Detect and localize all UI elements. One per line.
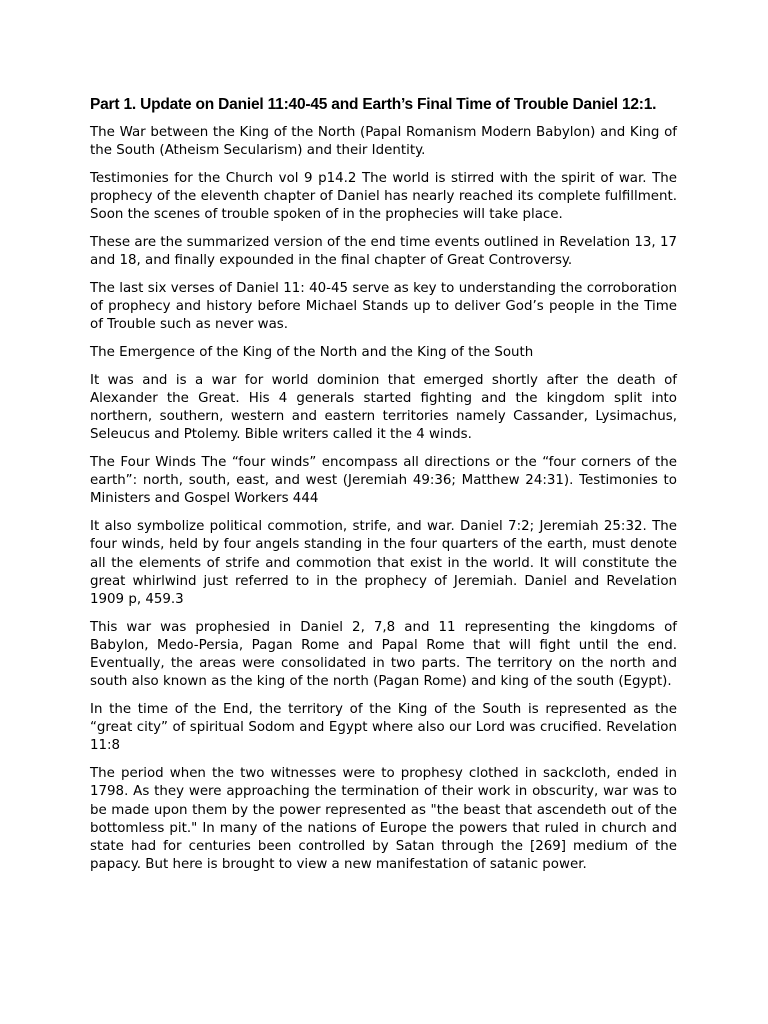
paragraph-intro: The War between the King of the North (Papal Romanism Modern Babylon) and King of the South (Atheism Secularism) and their Identity. xyxy=(90,125,677,159)
paragraph-two-witnesses: The period when the two witnesses were to prophesy clothed in sackcloth, ended in 1798. As they were approaching the termination of their work in obscurity, war was to be made upon them by the power represented as "the beast that ascendeth out of the bottomless pit." In many of the nations of Europe the powers that ruled in church and state had for centuries been controlled by Satan through the [269] medium of the papacy. But here is brought to view a new manifestation of satanic power. xyxy=(90,766,677,873)
paragraph-emergence-heading: The Emergence of the King of the North and the King of the South xyxy=(90,345,534,361)
document-title: Part 1. Update on Daniel 11:40-45 and Earth’s Final Time of Trouble Daniel 12:1. xyxy=(90,96,657,113)
paragraph-last-six-verses: The last six verses of Daniel 11: 40-45 serve as key to understanding the corroboration of prophecy and history before Michael Stands up to deliver God’s people in the Time of Trouble such as never was. xyxy=(90,280,677,333)
paragraph-world-dominion: It was and is a war for world dominion that emerged shortly after the death of Alexander the Great. His 4 generals started fighting and the kingdom split into northern, southern, western and eastern territories namely Cassander, Lysimachus, Seleucus and Ptolemy. Bible writers called it the 4 winds. xyxy=(90,372,677,443)
paragraph-time-of-end: In the time of the End, the territory of the King of the South is represented as the “great city” of spiritual Sodom and Egypt where also our Lord was crucified. Revelation 11:8 xyxy=(90,701,677,754)
paragraph-summary: These are the summarized version of the end time events outlined in Revelation 13, 17 and 18, and finally expounded in the final chapter of Great Controversy. xyxy=(90,235,677,269)
document-page xyxy=(90,95,677,884)
paragraph-testimonies: Testimonies for the Church vol 9 p14.2 The world is stirred with the spirit of war. The prophecy of the eleventh chapter of Daniel has nearly reached its complete fulfillment. Soon the scenes of trouble spoken of in the prophecies will take place. xyxy=(90,170,677,223)
paragraph-political-commotion: It also symbolize political commotion, strife, and war. Daniel 7:2; Jeremiah 25:32. The four winds, held by four angels standing in the four quarters of the earth, must denote all the elements of strife and commotion that exist in the world. It will constitute the great whirlwind just referred to in the prophecy of Jeremiah. Daniel and Revelation 1909 p, 459.3 xyxy=(90,519,677,607)
paragraph-war-prophesied: This war was prophesied in Daniel 2, 7,8 and 11 representing the kingdoms of Babylon, Medo-Persia, Pagan Rome and Papal Rome that will fight until the end. Eventually, the areas were consolidated in two parts. The territory on the north and south also known as the king of the north (Pagan Rome) and king of the south (Egypt). xyxy=(90,619,677,690)
paragraph-four-winds: The Four Winds The “four winds” encompass all directions or the “four corners of the earth”: north, south, east, and west (Jeremiah 49:36; Matthew 24:31). Testimonies to Ministers and Gospel Workers 444 xyxy=(90,455,677,507)
